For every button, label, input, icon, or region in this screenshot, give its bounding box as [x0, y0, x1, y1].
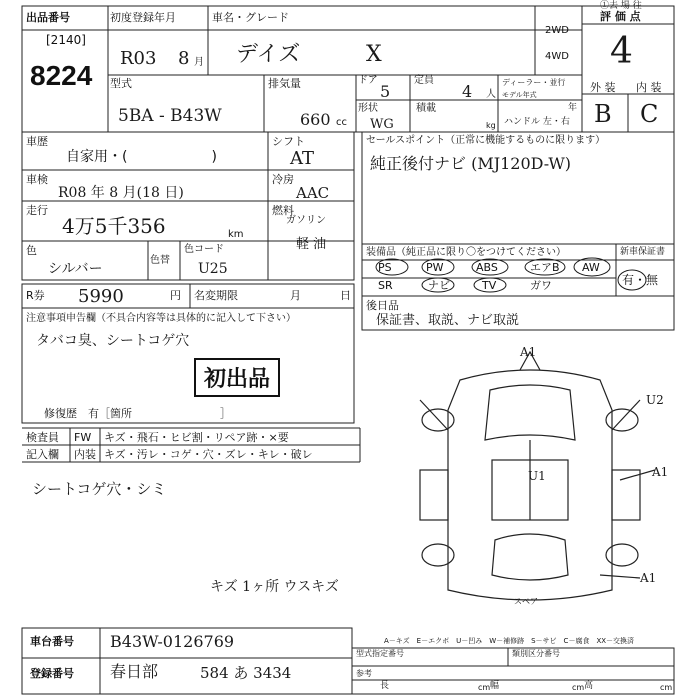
equip-pw: PW: [426, 261, 444, 274]
inspection-label: 車検: [26, 173, 48, 186]
sales-value: 純正後付ナビ (MJ120D-W): [370, 154, 572, 173]
chassis-number: B43W-0126769: [110, 632, 235, 651]
mark-a1-rear: A1: [640, 571, 657, 585]
model-year-label: モデル年式: [502, 91, 537, 99]
reg-label: 登録番号: [30, 667, 74, 680]
ref-label: 参考: [356, 669, 372, 678]
sales-label: セールスポイント（正常に機能するものに限ります）: [366, 135, 606, 146]
load-unit: kg: [486, 121, 496, 130]
equip-ps: PS: [378, 261, 392, 274]
mark-u2: U2: [646, 393, 664, 407]
mileage-unit: km: [228, 229, 244, 240]
lot-sub: [2140]: [46, 33, 86, 47]
doors: 5: [380, 82, 391, 101]
fuel: 軽 油: [296, 237, 327, 252]
year-unit: 年: [568, 103, 578, 113]
warranty-label: 新車保証書: [620, 247, 666, 257]
width-unit: cm: [572, 683, 585, 692]
name-change-month: 月: [290, 289, 301, 302]
shape: WG: [370, 117, 394, 132]
model-code: 5BA - B43W: [118, 106, 222, 126]
grade-score: 4: [610, 31, 633, 72]
rshare-label: R券: [26, 289, 45, 302]
height-label: 高: [584, 681, 594, 691]
equip-airbag: エアB: [530, 261, 560, 274]
mark-a1-front: A1: [520, 345, 537, 359]
fuel-label: 燃料: [272, 204, 294, 217]
history-label: 車歴: [26, 135, 48, 148]
length-unit: cm: [478, 683, 491, 692]
displacement-label: 排気量: [268, 77, 301, 90]
equip-sr: SR: [378, 279, 393, 292]
capacity-label: 定員: [414, 75, 434, 86]
recolor-label: 色替: [150, 255, 170, 266]
color: シルバー: [48, 261, 103, 277]
notes-label: 注意事項申告欄（不具合内容等は具体的に記入して下さい）: [26, 313, 296, 324]
car-name: デイズ: [236, 42, 301, 67]
color-label: 色: [26, 244, 37, 257]
displacement: 660: [300, 110, 331, 129]
rshare-value: 5990: [78, 286, 124, 307]
after-label: 後日品: [366, 299, 399, 312]
mileage: 4万5千356: [62, 214, 166, 238]
drive-2wd: 2WD: [545, 25, 569, 36]
mark-u1: U1: [528, 469, 546, 483]
fw-label: FW: [74, 431, 92, 444]
mark-a1-side: A1: [652, 465, 669, 479]
shift-label: シフト: [272, 135, 305, 148]
class-label: 類別区分番号: [512, 649, 560, 658]
exterior-label: 外 装: [590, 81, 616, 94]
damage-legend: A－キズ E－エクボ U－凹み W－補修跡 S－サビ C－腐食 XX－交換済: [384, 637, 635, 645]
chassis-label: 車台番号: [30, 635, 74, 648]
width-label: 幅: [490, 681, 500, 691]
displacement-unit: cc: [336, 117, 347, 128]
history-value: 自家用・( ): [66, 149, 217, 165]
ac-label: 冷房: [272, 173, 294, 186]
dealer-label: ディーラー・並行: [502, 78, 566, 87]
inspector-label: 検査員: [26, 431, 59, 444]
top-right-text: ①去 場 往: [600, 1, 642, 11]
inspector-row2: キズ・汚レ・コゲ・穴・ズレ・キレ・破レ: [104, 448, 313, 461]
shape-label: 形状: [358, 103, 378, 114]
equip-abs: ABS: [476, 261, 498, 274]
equipment-label: 装備品（純正品に限り〇をつけてください）: [366, 247, 566, 258]
repair-label: 修復歴 有［箇所 ］: [44, 407, 231, 420]
interior-row-label: 内装: [74, 448, 96, 461]
equip-aw: AW: [582, 261, 600, 274]
first-reg-month: 8: [178, 48, 190, 69]
rshare-unit: 円: [170, 289, 181, 302]
reg-area: 春日部: [110, 662, 159, 681]
shift: AT: [290, 148, 315, 169]
capacity: 4: [462, 82, 473, 101]
model-label: 型式: [110, 77, 132, 90]
handle-label: ハンドル 左・右: [504, 117, 570, 127]
ac: AAC: [296, 184, 330, 202]
scratch-note: キズ 1ヶ所 ウスキズ: [210, 579, 339, 595]
color-code-label: 色コード: [184, 244, 224, 255]
fuel-gas: ガソリン: [286, 215, 326, 226]
equip-tv: TV: [482, 279, 497, 292]
interior-label: 内 装: [636, 81, 662, 94]
first-reg-month-unit: 月: [194, 57, 204, 68]
notes-value: タバコ臭、シートコゲ穴: [36, 333, 190, 349]
car-name-label: 車名・グレード: [212, 11, 289, 24]
warranty-value: 有・無: [622, 273, 659, 287]
lot-number: 8224: [30, 60, 93, 91]
doors-label: ドア: [358, 75, 378, 86]
reg-number: 584 あ 3434: [200, 664, 292, 682]
length-label: 長: [380, 681, 390, 691]
load-label: 積載: [416, 103, 436, 114]
grade-label: 評 価 点: [600, 10, 641, 23]
inspection: R08 年 8 月(18 日): [58, 185, 184, 201]
type-label: 型式指定番号: [356, 649, 404, 658]
mileage-label: 走行: [26, 204, 48, 217]
equip-navi: ナビ: [428, 279, 450, 292]
after-value: 保証書、取説、ナビ取説: [376, 313, 520, 328]
equip-gawa: ガワ: [530, 279, 552, 292]
capacity-unit: 人: [486, 89, 496, 100]
interior-score: C: [640, 100, 659, 128]
exterior-score: B: [594, 100, 612, 128]
drive-4wd: 4WD: [545, 51, 569, 62]
first-listing-stamp: 初出品: [194, 358, 280, 397]
car-grade: X: [366, 42, 382, 67]
name-change-day: 日: [340, 289, 351, 302]
inspector-handwritten: シートコゲ穴・シミ: [32, 480, 167, 498]
inspector-label-2: 記入欄: [26, 448, 59, 461]
height-unit: cm: [660, 683, 673, 692]
spare-label: スペア: [514, 597, 538, 606]
name-change-label: 名変期限: [194, 289, 238, 302]
first-reg-label: 初度登録年月: [110, 11, 176, 24]
first-reg-year: R03: [120, 48, 157, 69]
lot-label: 出品番号: [26, 11, 70, 24]
color-code: U25: [198, 261, 228, 277]
inspector-row1: キズ・飛石・ヒビ割・リペア跡・×要: [104, 431, 289, 444]
